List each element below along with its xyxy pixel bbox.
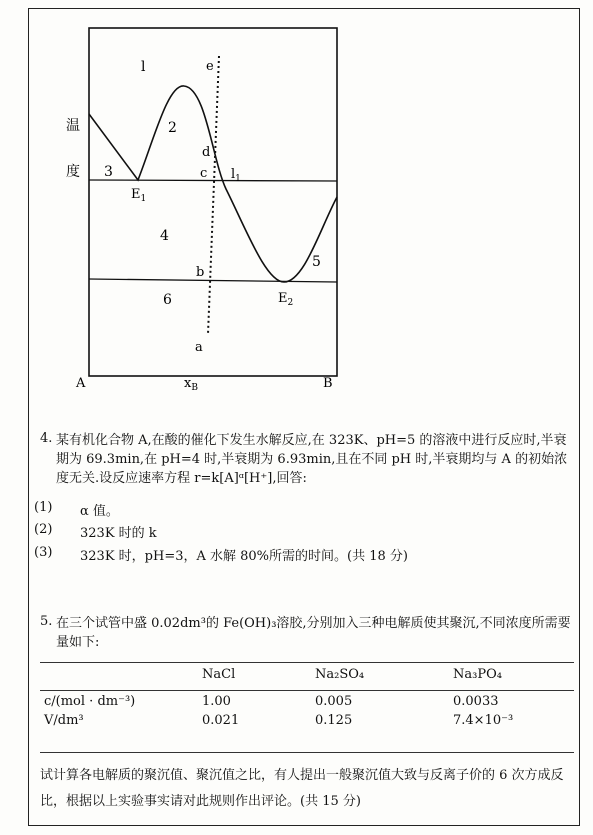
- q4-sub1-text: α 值。: [80, 504, 119, 519]
- table-cell: 7.4×10⁻³: [453, 713, 514, 728]
- q5-text: 在三个试管中盛 0.02dm³的 Fe(OH)₃溶胶,分别加入三种电解质使其聚沉,不同浓度所需要量如下:: [56, 616, 571, 650]
- y-axis-label-2: 度: [66, 164, 80, 180]
- q4-sub2-number: (2): [34, 522, 53, 537]
- table-row: [40, 684, 572, 711]
- point-c: c: [200, 166, 208, 181]
- point-e1: $E_1$: [131, 187, 147, 204]
- phase-diagram: [56, 14, 356, 394]
- table-header-blank: [40, 665, 198, 684]
- table-header-nacl: NaCl: [202, 667, 236, 682]
- x-axis-left-label: A: [76, 376, 86, 391]
- liquidus-curve: [89, 86, 337, 282]
- q5-number: 5.: [40, 614, 53, 629]
- region-3: 3: [104, 164, 113, 180]
- table-cell: 1.00: [202, 694, 231, 709]
- x-axis-right-label: B: [323, 376, 333, 391]
- table-header-rule: [40, 690, 574, 691]
- q4-sub3-text: 323K 时，pH=3，A 水解 80%所需的时间。(共 18 分): [80, 549, 408, 564]
- eutectic-line-e1: [89, 180, 337, 181]
- point-e: e: [206, 59, 214, 74]
- table-cell: 0.0033: [453, 694, 499, 709]
- point-a: a: [195, 340, 203, 355]
- q4-text: 某有机化合物 A,在酸的催化下发生水解反应,在 323K、pH=5 的溶液中进行反应时,半衰期为 69.3min,在 pH=4 时,半衰期为 6.93min,且在不同 pH 时,半衰期均与 A 的初始浓度无关.设反应速率方程 r=k[A]ᵅ[H⁺],回答:: [56, 433, 568, 486]
- point-b: b: [196, 265, 205, 280]
- table-cell: V/dm³: [44, 713, 84, 728]
- point-d: d: [202, 145, 211, 160]
- isopleth-dotted-line: [208, 56, 219, 334]
- q5-closing-text: 试计算各电解质的聚沉值、聚沉值之比，有人提出一般聚沉值大致与反离子价的 6 次方成反比，根据以上实验事实请对此规则作出评论。(共 15 分): [40, 768, 564, 809]
- x-axis-mid-label: $x_B$: [184, 376, 198, 393]
- q4-sub3-number: (3): [34, 545, 53, 560]
- point-e2: $E_2$: [278, 291, 294, 308]
- table-top-rule: [40, 662, 574, 663]
- region-2: 2: [168, 120, 177, 136]
- table-bottom-rule: [40, 752, 574, 753]
- table-cell: 0.125: [315, 713, 353, 728]
- table-header-row: [40, 665, 572, 684]
- table-cell: 0.005: [315, 694, 353, 709]
- table-header-na3po4: Na₃PO₄: [453, 667, 502, 682]
- point-l1: $l_1$: [231, 167, 241, 184]
- q4-number: 4.: [40, 431, 53, 446]
- eutectic-line-e2: [89, 279, 337, 282]
- table-header-na2so4: Na₂SO₄: [315, 667, 365, 682]
- y-axis-label-1: 温: [66, 118, 80, 134]
- q4-sub2-text: 323K 时的 k: [80, 526, 157, 541]
- coagulation-table: [40, 665, 572, 730]
- region-5: 5: [312, 254, 321, 270]
- region-1: l: [141, 59, 146, 75]
- region-6: 6: [163, 292, 172, 308]
- table-cell: 0.021: [202, 713, 240, 728]
- table-cell: c/(mol · dm⁻³): [44, 694, 136, 709]
- table-row: [40, 711, 572, 730]
- q4-sub1-number: (1): [34, 500, 53, 515]
- region-4: 4: [160, 228, 169, 244]
